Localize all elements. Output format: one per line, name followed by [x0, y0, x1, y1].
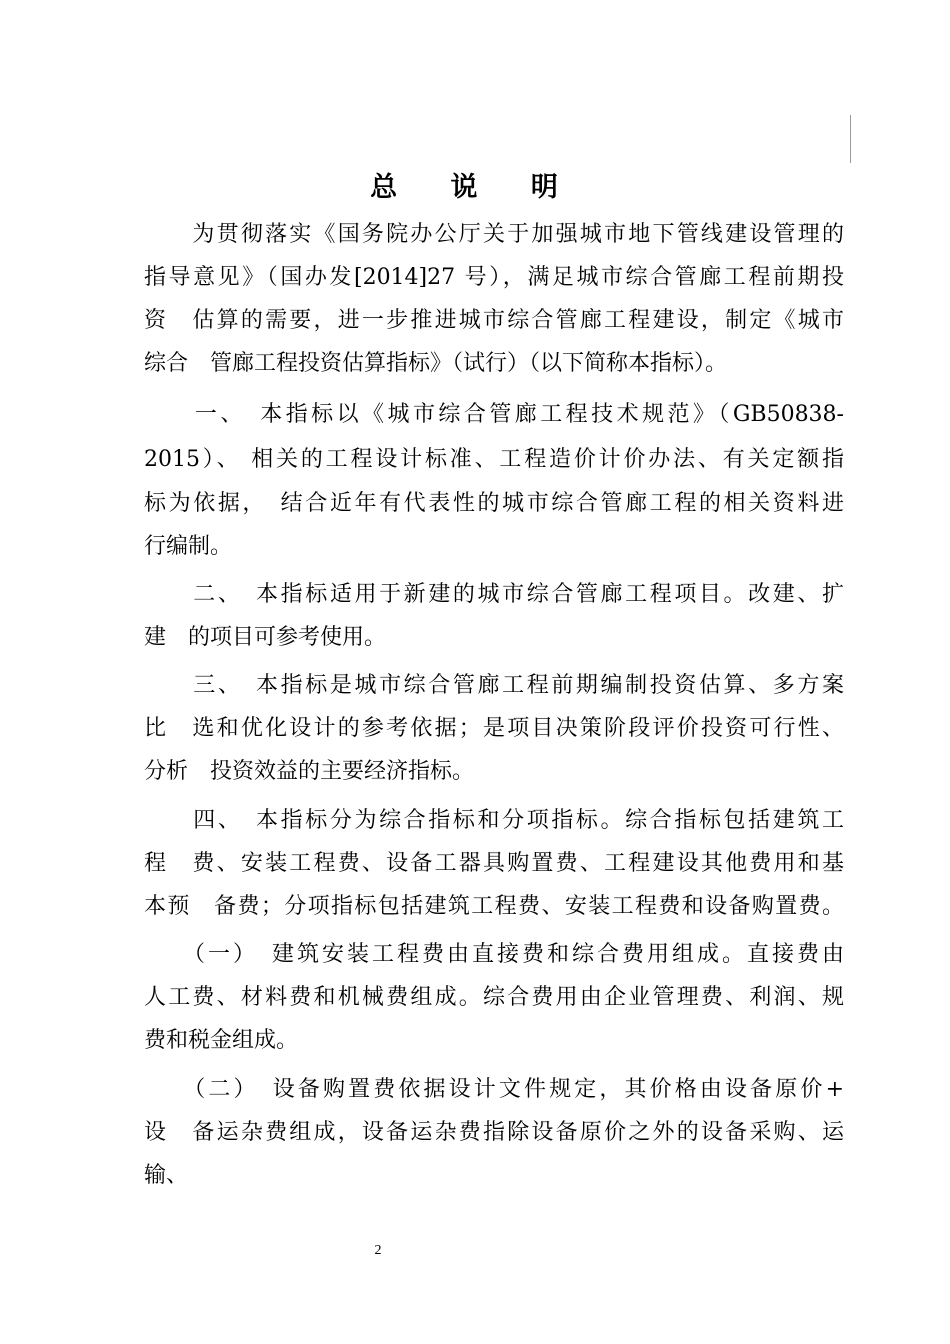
paragraph-1-line-4: 行编制。	[144, 534, 233, 559]
paragraph-3-line-3: 分析 投资效益的主要经济指标。	[144, 759, 475, 784]
paragraph-2-line-2: 建 的项目可参考使用。	[144, 625, 387, 650]
paragraph-4-2-line-2: 设 备运杂费组成，设备运杂费指除设备原价之外的设备采购、运	[144, 1120, 844, 1145]
paragraph-1-line-3: 标为依据， 结合近年有代表性的城市综合管廊工程的相关资料进	[144, 491, 844, 516]
paragraph-intro-line-4: 综合 管廊工程投资估算指标》（试行）（以下简称本指标）。	[144, 351, 728, 376]
paragraph-3-line-1: 三、 本指标是城市综合管廊工程前期编制投资估算、多方案	[144, 673, 844, 698]
paragraph-4-line-2: 程 费、安装工程费、设备工器具购置费、工程建设其他费用和基	[144, 851, 844, 876]
paragraph-4-1-line-3: 费和税金组成。	[144, 1028, 299, 1053]
paragraph-2-line-1: 二、 本指标适用于新建的城市综合管廊工程项目。改建、扩	[144, 582, 844, 607]
paragraph-intro-line-3: 资 估算的需要，进一步推进城市综合管廊工程建设，制定《城市	[144, 308, 844, 333]
paragraph-3-line-2: 比 选和优化设计的参考依据；是项目决策阶段评价投资可行性、	[144, 716, 844, 741]
margin-divider	[850, 115, 851, 163]
paragraph-intro-line-1: 为贯彻落实《国务院办公厅关于加强城市地下管线建设管理的	[144, 222, 844, 247]
paragraph-4-1-line-1: （一） 建筑安装工程费由直接费和综合费用组成。直接费由	[144, 942, 844, 967]
page-title: 总 说 明	[370, 172, 580, 203]
paragraph-4-line-3: 本预 备费；分项指标包括建筑工程费、安装工程费和设备购置费。	[144, 894, 844, 919]
paragraph-intro-line-2: 指导意见》（国办发[2014]27 号），满足城市综合管廊工程前期投	[144, 265, 844, 290]
page-number: 2	[374, 1243, 382, 1258]
paragraph-4-2-line-1: （二） 设备购置费依据设计文件规定，其价格由设备原价+	[144, 1077, 844, 1102]
paragraph-1-line-2: 2015）、 相关的工程设计标准、工程造价计价办法、有关定额指	[144, 447, 844, 472]
paragraph-4-1-line-2: 人工费、材料费和机械费组成。综合费用由企业管理费、利润、规	[144, 985, 844, 1010]
paragraph-4-2-line-3: 输、	[144, 1163, 189, 1188]
paragraph-4-line-1: 四、 本指标分为综合指标和分项指标。综合指标包括建筑工	[144, 808, 844, 833]
paragraph-1-line-1: 一、 本指标以《城市综合管廊工程技术规范》（GB50838-	[144, 402, 844, 427]
